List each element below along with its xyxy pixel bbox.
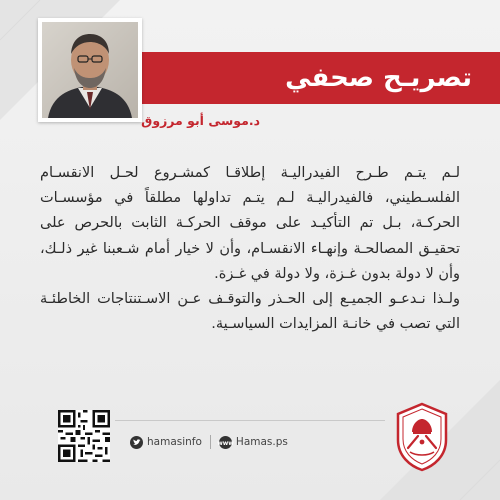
footer-social-links [130,434,288,450]
twitter-handle: hamasinfo [147,436,202,448]
svg-text:www: www [217,439,234,447]
statement-body [40,161,460,337]
page-title: تصريـح صحفي [285,63,472,93]
website-link[interactable] [219,436,288,449]
web-icon [219,436,232,449]
footer-separator [210,435,211,449]
statement-paragraph-2: ولـذا نـدعـو الجميـع إلى الحـذر والتوقـف عـن الاسـتنتاجات الخاطئـة التي تصب في خانـة المزايدات السياسـية. [40,291,460,333]
movement-emblem-icon [394,402,450,472]
author-name: د.موسى أبو مرزوق [141,113,260,128]
footer-divider [115,420,385,421]
twitter-link[interactable] [130,436,202,449]
author-photo [38,18,142,122]
statement-paragraph-1: لـم يتـم طـرح الفيدراليـة إطلاقـا كمشـروع لحـل الانقسـام الفلسـطيني، فالفيدراليـة لـم يتـم تداولها مطلقاً في مؤسسـات الحركـة، بـل تم التأكيـد على موقف الحركـة الثابت بالحرص على تحقيـق المصالحـة وإنهـاء الانقسـام، وأن لا خيار أمام شـعبنا غير ذلـك، وأن لا دولة بدون غـزة، ولا دولة في غـزة. [40,165,460,282]
website-url: Hamas.ps [235,436,288,448]
qr-code-icon [58,410,110,462]
twitter-icon [130,436,143,449]
portrait-image [38,18,142,122]
